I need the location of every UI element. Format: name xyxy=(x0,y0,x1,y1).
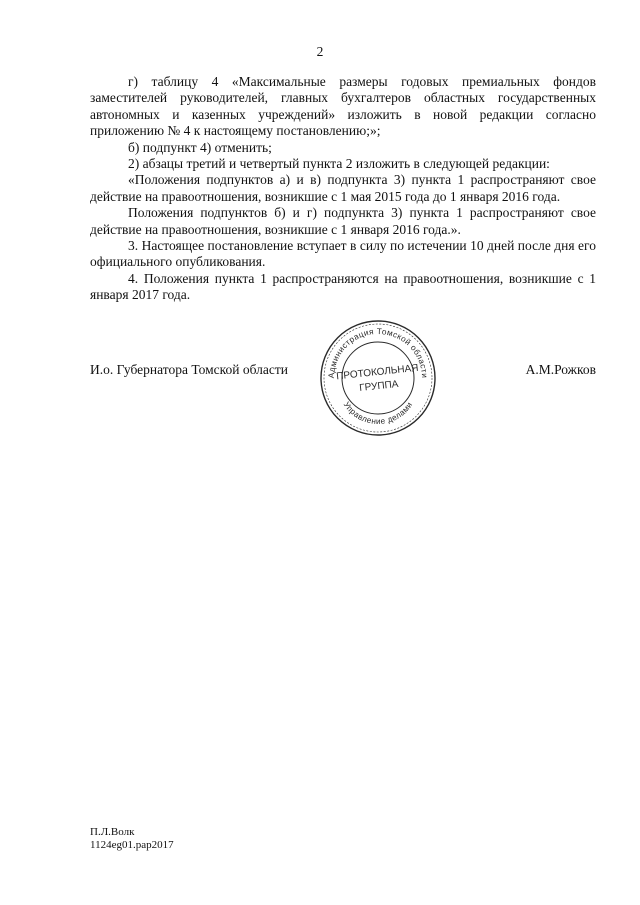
footer-author: П.Л.Волк xyxy=(90,826,135,838)
official-stamp xyxy=(318,318,438,438)
footer-file-id: 1124eg01.pap2017 xyxy=(90,839,174,851)
document-footer xyxy=(90,826,174,852)
paragraph: 4. Положения пункта 1 распространяются на правоотношения, возникшие с 1 января 2017 года. xyxy=(90,270,596,303)
paragraph: б) подпункт 4) отменить; xyxy=(128,139,272,155)
document-body xyxy=(90,74,596,304)
stamp-ring-bottom-text: Управление делами xyxy=(341,400,415,427)
signatory-position: И.о. Губернатора Томской области xyxy=(90,362,288,377)
paragraph: 2) абзацы третий и четвертый пункта 2 изложить в следующей редакции: xyxy=(128,156,550,172)
stamp-ring-top-text: Администрация Томской области xyxy=(326,326,430,379)
paragraph: Положения подпунктов б) и г) подпункта 3) пункта 1 распространяют свое действие на правоотношения, возникшие с 1 января 2016 года.». xyxy=(90,205,596,237)
stamp-graphic xyxy=(318,318,438,438)
paragraph: «Положения подпунктов а) и в) подпункта 3) пункта 1 распространяют свое действие на правоотношения, возникшие с 1 мая 2015 года до 1 января 2016 года. xyxy=(90,172,596,204)
page-number: 2 xyxy=(316,44,324,59)
stamp-center-line1: ПРОТОКОЛЬНАЯ xyxy=(335,362,420,383)
stamp-center-line2: ГРУППА xyxy=(358,378,399,394)
paragraph: г) таблицу 4 «Максимальные размеры годовых премиальных фондов заместителей руководителей, главных бухгалтеров областных государственных автономных и казенных учреждений» изложить в новой редакции согласно приложению № 4 к настоящему постановлению;»; xyxy=(90,74,596,139)
signatory-name: А.М.Рожков xyxy=(525,362,596,377)
paragraph: 3. Настоящее постановление вступает в силу по истечении 10 дней после дня его официального опубликования. xyxy=(90,238,596,270)
